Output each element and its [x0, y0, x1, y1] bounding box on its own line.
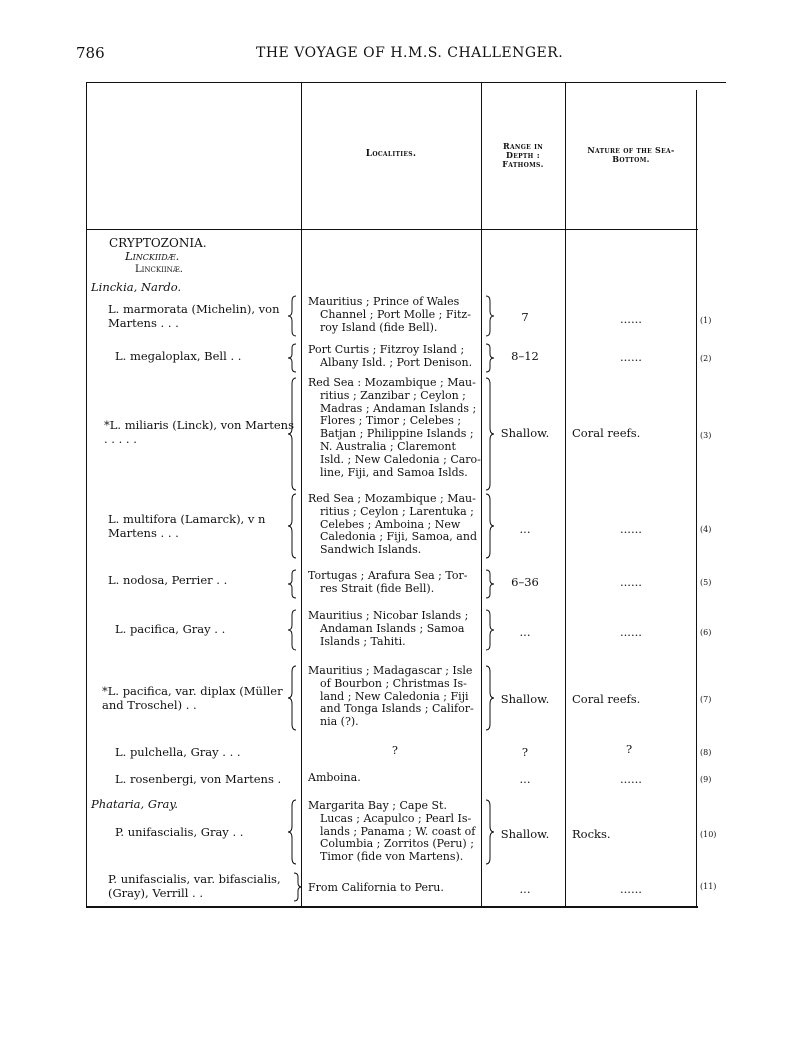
- footnote-ref: (5): [700, 578, 712, 587]
- localities: Amboina.: [308, 771, 361, 784]
- species-name: L. rosenbergi, von Martens .: [115, 772, 282, 786]
- depth: ...: [519, 772, 531, 786]
- col-localities: Localities.: [365, 149, 417, 159]
- depth: 8–12: [511, 349, 539, 363]
- localities: From California to Peru.: [308, 881, 444, 894]
- sea-bottom: Rocks.: [572, 827, 611, 841]
- sea-bottom: ......: [620, 882, 642, 896]
- footnote-ref: (10): [700, 830, 717, 839]
- species-name: L. pulchella, Gray . . .: [115, 745, 241, 759]
- running-title: THE VOYAGE OF H.M.S. CHALLENGER.: [256, 45, 564, 61]
- brace-right: [486, 378, 494, 490]
- species-name: *L. pacifica, var. diplax (Müller and Troschel) . .: [102, 684, 283, 712]
- depth: ...: [519, 625, 531, 639]
- sea-bottom: ......: [620, 575, 642, 589]
- footnote-ref: (3): [700, 431, 712, 440]
- species-name: L. marmorata (Michelin), von Martens . . .: [108, 302, 280, 330]
- localities: Margarita Bay ; Cape St. Lucas ; Acapulco ; Pearl Is- lands ; Panama ; W. coast of Columbia ; Zorritos (Peru) ; Timor (fide von Martens).: [308, 799, 476, 864]
- sea-bottom: ?: [626, 742, 633, 756]
- sea-bottom: ......: [620, 312, 642, 326]
- localities: Red Sea : Mozambique ; Mau- ritius ; Zanzibar ; Ceylon ; Madras ; Andaman Islands ; Flores ; Timor ; Celebes ; Batjan ; Philippine Islands ; N. Australia ; Claremont Isld. ; New Caledonia ; Caro- line, Fiji, and Samoa Islds.: [308, 376, 481, 479]
- family-heading: Linckiidæ.: [125, 249, 180, 263]
- depth: 7: [521, 310, 529, 324]
- species-name: L. pacifica, Gray . .: [115, 622, 226, 636]
- brace-left: [288, 570, 296, 598]
- brace-left: [288, 666, 296, 730]
- species-name: L. megaloplax, Bell . .: [115, 349, 242, 363]
- brace-left: [288, 378, 296, 490]
- depth: Shallow.: [500, 692, 550, 706]
- localities: Mauritius ; Prince of Wales Channel ; Port Molle ; Fitz- roy Island (fide Bell).: [308, 295, 471, 334]
- brace-left: [288, 800, 296, 864]
- brace-right: [486, 570, 494, 598]
- genus-phataria: Phataria, Gray.: [91, 797, 178, 811]
- localities: ?: [392, 744, 398, 757]
- brace-left: [288, 344, 296, 372]
- sea-bottom: ......: [620, 772, 642, 786]
- brace-right: [486, 344, 494, 372]
- brace-left: [288, 296, 296, 336]
- brace-right: [486, 800, 494, 864]
- footnote-ref: (4): [700, 525, 712, 534]
- footnote-ref: (11): [700, 882, 717, 891]
- sea-bottom: ......: [620, 625, 642, 639]
- depth: Shallow.: [500, 827, 550, 841]
- localities: Mauritius ; Nicobar Islands ; Andaman Islands ; Samoa Islands ; Tahiti.: [308, 609, 469, 648]
- subfamily-heading: Linckiinæ.: [135, 264, 183, 275]
- brace-right: [486, 666, 494, 730]
- species-name: P. unifascialis, Gray . .: [115, 825, 244, 839]
- footnote-ref: (1): [700, 316, 712, 325]
- footnote-ref: (2): [700, 354, 712, 363]
- brace-right: [486, 296, 494, 336]
- footnote-ref: (9): [700, 775, 712, 784]
- footnote-ref: (8): [700, 748, 712, 757]
- brace-right: [486, 494, 494, 558]
- localities: Mauritius ; Madagascar ; Isle of Bourbon ; Christmas Is- land ; New Caledonia ; Fiji and Tonga Islands ; Califor- nia (?).: [308, 664, 474, 729]
- species-name: L. nodosa, Perrier . .: [108, 573, 228, 587]
- brace-left: [288, 610, 296, 650]
- sea-bottom: ......: [620, 350, 642, 364]
- order-heading: CRYPTOZONIA.: [109, 236, 207, 250]
- page-number: 786: [76, 44, 105, 62]
- brace-right: [486, 610, 494, 650]
- sea-bottom: Coral reefs.: [572, 426, 641, 440]
- localities: Tortugas ; Arafura Sea ; Tor- res Strait (fide Bell).: [308, 569, 468, 595]
- depth: ?: [521, 745, 529, 759]
- brace-left: [288, 494, 296, 558]
- depth: 6–36: [511, 575, 539, 589]
- localities: Red Sea ; Mozambique ; Mau- ritius ; Ceylon ; Larentuka ; Celebes ; Amboina ; New Caledonia ; Fiji, Samoa, and Sandwich Islands.: [308, 492, 477, 557]
- col-range: Range in Depth : Fathoms.: [502, 141, 544, 169]
- depth: ...: [519, 522, 531, 536]
- sea-bottom: Coral reefs.: [572, 692, 641, 706]
- depth: Shallow.: [500, 426, 550, 440]
- sea-bottom: ......: [620, 522, 642, 536]
- species-name: *L. miliaris (Linck), von Martens . . . . .: [104, 418, 294, 446]
- genus-linckia: Linckia, Nardo.: [91, 280, 182, 294]
- species-name: L. multifora (Lamarck), v n Martens . . .: [108, 512, 266, 540]
- footnote-ref: (7): [700, 695, 712, 704]
- species-name: P. unifascialis, var. bifascialis, (Gray), Verrill . .: [108, 872, 281, 900]
- col-nature: Nature of the Sea- Bottom.: [587, 145, 675, 164]
- localities: Port Curtis ; Fitzroy Island ; Albany Isld. ; Port Denison.: [308, 343, 473, 369]
- brace-left: [294, 873, 302, 901]
- depth: ...: [519, 882, 531, 896]
- footnote-ref: (6): [700, 628, 712, 637]
